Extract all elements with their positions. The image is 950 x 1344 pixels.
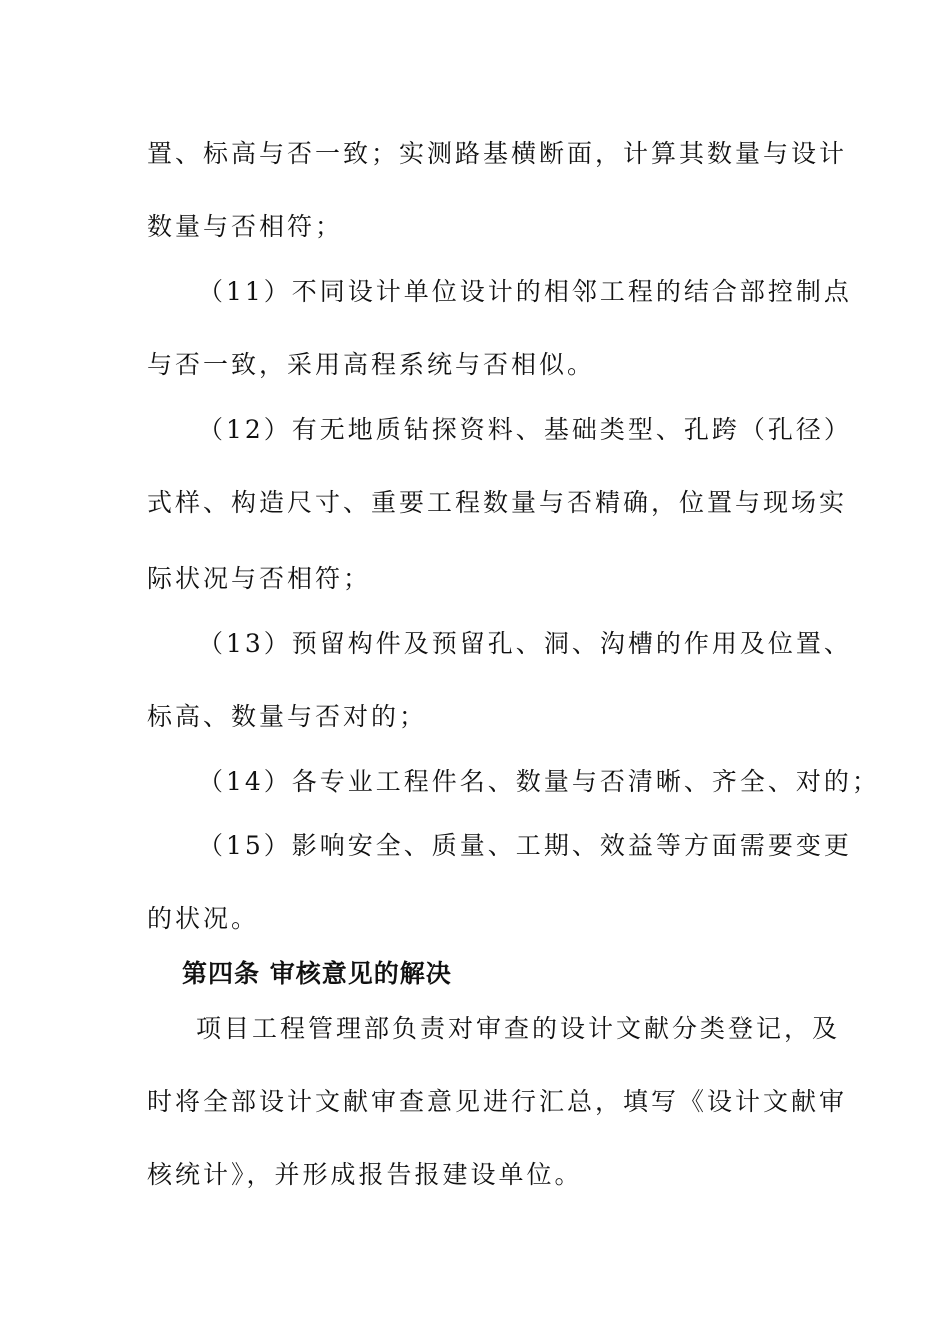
list-item-11: （11）不同设计单位设计的相邻工程的结合部控制点: [198, 277, 852, 306]
paragraph-line: 际状况与否相符；: [147, 564, 372, 593]
section-heading: 第四条 审核意见的解决: [182, 959, 452, 988]
paragraph-line: 置、标高与否一致；实测路基横断面，计算其数量与设计: [147, 139, 848, 168]
list-item-12: （12）有无地质钻探资料、基础类型、孔跨（孔径）: [198, 415, 852, 444]
paragraph-line: 标高、数量与否对的；: [147, 702, 428, 731]
list-item-15: （15）影响安全、质量、工期、效益等方面需要变更: [198, 831, 852, 860]
paragraph-line: 核统计》，并形成报告报建设单位。: [147, 1160, 583, 1189]
paragraph-line: 项目工程管理部负责对审查的设计文献分类登记，及: [196, 1014, 841, 1043]
paragraph-line: 数量与否相符；: [147, 212, 344, 241]
list-item-13: （13）预留构件及预留孔、洞、沟槽的作用及位置、: [198, 629, 852, 658]
paragraph-line: 时将全部设计文献审查意见进行汇总，填写《设计文献审: [147, 1087, 848, 1116]
list-item-14: （14）各专业工程件名、数量与否清晰、齐全、对的；: [198, 767, 880, 796]
paragraph-line: 与否一致，采用高程系统与否相似。: [147, 350, 596, 379]
paragraph-line: 的状况。: [147, 904, 260, 933]
paragraph-line: 式样、构造尺寸、重要工程数量与否精确，位置与现场实: [147, 488, 848, 517]
